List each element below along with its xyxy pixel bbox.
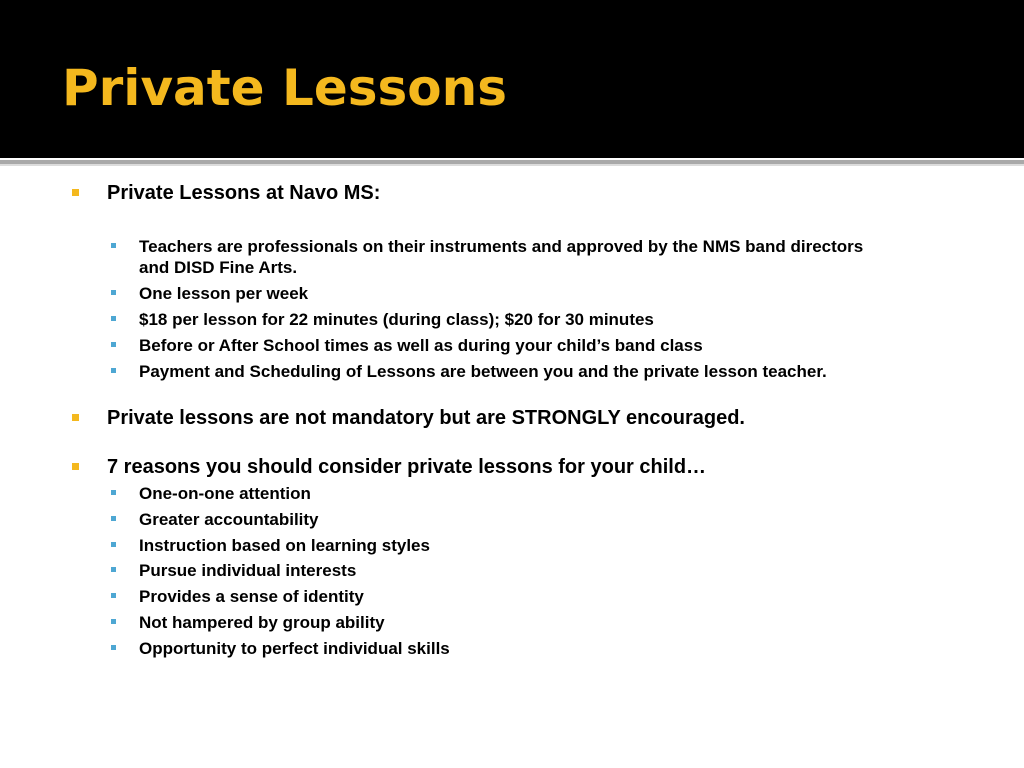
sub-bullet-square-icon (111, 342, 116, 347)
list-item: One-on-one attention (139, 484, 311, 503)
sub-bullet-square-icon (111, 290, 116, 295)
list-item: Greater accountability (139, 510, 319, 529)
list-item: Instruction based on learning styles (139, 536, 430, 555)
sub-bullet-square-icon (111, 542, 116, 547)
sub-bullet-square-icon (111, 490, 116, 495)
bullet-square-icon (72, 463, 79, 470)
list-item-continuation: and DISD Fine Arts. (139, 258, 298, 277)
list-item: Payment and Scheduling of Lessons are between you and the private lesson teacher. (139, 362, 827, 381)
sub-bullet-square-icon (111, 316, 116, 321)
section-heading-mandatory: Private lessons are not mandatory but are STRONGLY encouraged. (107, 407, 745, 429)
sub-bullet-square-icon (111, 243, 116, 248)
bullet-square-icon (72, 189, 79, 196)
section-heading-reasons: 7 reasons you should consider private lessons for your child… (107, 456, 707, 478)
list-item: One lesson per week (139, 284, 309, 303)
sub-bullet-square-icon (111, 619, 116, 624)
list-item: Provides a sense of identity (139, 587, 364, 606)
slide-title: Private Lessons (62, 59, 507, 117)
list-item: $18 per lesson for 22 minutes (during class); $20 for 30 minutes (139, 310, 654, 329)
list-item: Before or After School times as well as during your child’s band class (139, 336, 703, 355)
bullet-square-icon (72, 414, 79, 421)
sub-bullet-square-icon (111, 368, 116, 373)
sub-bullet-square-icon (111, 516, 116, 521)
sub-bullet-square-icon (111, 593, 116, 598)
list-item: Teachers are professionals on their instruments and approved by the NMS band directors (139, 237, 864, 256)
sub-bullet-square-icon (111, 567, 116, 572)
list-item: Not hampered by group ability (139, 613, 385, 632)
list-item: Pursue individual interests (139, 561, 357, 580)
section-heading-navo: Private Lessons at Navo MS: (107, 182, 381, 204)
sub-bullet-square-icon (111, 645, 116, 650)
list-item: Opportunity to perfect individual skills (139, 639, 450, 658)
